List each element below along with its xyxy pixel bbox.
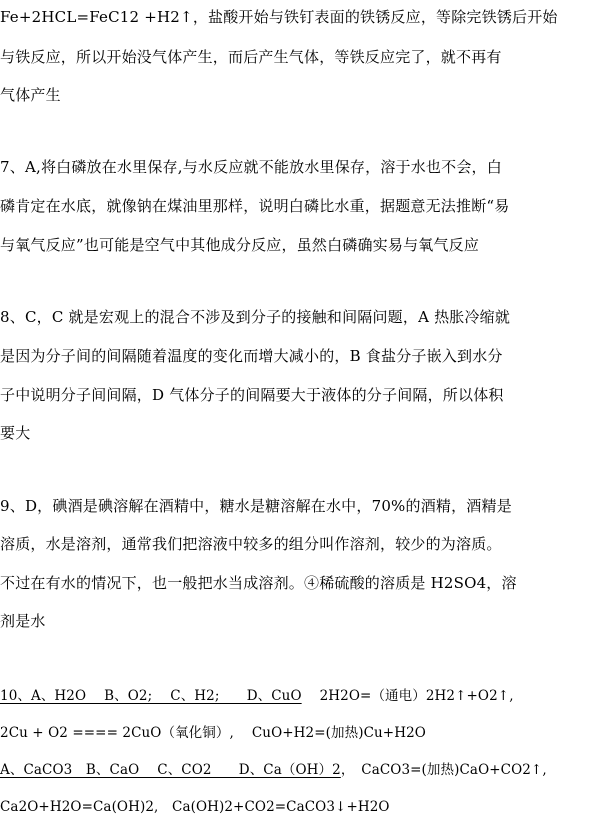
para8-line3: 子中说明分子间间隔，D 气体分子的间隔要大于液体的分子间隔，所以体积 [0,386,504,404]
para8-line1: 8、C，C 就是宏观上的混合不涉及到分子的接触和间隔问题，A 热胀冷缩就 [0,308,511,326]
para8-line4: 要大 [0,424,31,442]
para10-line4: Ca2O+H2O=Ca(OH)2, Ca(OH)2+CO2=CaCO3↓+H2O [0,799,390,815]
para9-line2: 溶质，水是溶剂，通常我们把溶液中较多的组分叫作溶剂，较少的为溶质。 [0,535,502,553]
para9-line1: 9、D，碘酒是碘溶解在酒精中，糖水是糖溶解在水中，70%的酒精，酒精是 [0,497,512,515]
para10-line3-answers: A、CaCO3 B、CaO C、CO2 D、Ca（OH）2 [0,762,341,778]
para7-line3: 与氧气反应”也可能是空气中其他成分反应，虽然白磷确实易与氧气反应 [0,236,480,254]
para10-line3-equation: ， CaCO3=(加热)CaO+CO2↑, [340,762,547,778]
para10-line1-answers: 10、A、H2O B、O2; C、H2; D、CuO [0,688,302,704]
para8-line2: 是因为分子间的间隔随着温度的变化而增大减小的，B 食盐分子嵌入到水分 [0,347,503,365]
para6-line1: Fe+2HCL=FeC12 +H2↑，盐酸开始与铁钉表面的铁锈反应，等除完铁锈后开始 [0,8,558,26]
para10-line1 [0,684,514,704]
para7-line1: 7、A,将白磷放在水里保存,与水反应就不能放水里保存，溶于水也不会，白 [0,158,502,176]
para6-line3: 气体产生 [0,86,61,104]
para10-line3 [0,758,547,778]
para7-line2: 磷肯定在水底，就像钠在煤油里那样，说明白磷比水重，据题意无法推断“易 [0,197,510,215]
para6-line2: 与铁反应，所以开始没气体产生，而后产生气体，等铁反应完了，就不再有 [0,48,502,66]
para9-line3: 不过在有水的情况下，也一般把水当成溶剂。④稀硫酸的溶质是 H2SO4，溶 [0,574,517,592]
para10-line2: 2Cu + O2 ==== 2CuO（氧化铜）, CuO+H2=(加热)Cu+H2O [0,725,426,741]
para10-line1-equation: 2H2O=（通电）2H2↑+O2↑, [301,688,514,704]
para9-line4: 剂是水 [0,612,46,630]
